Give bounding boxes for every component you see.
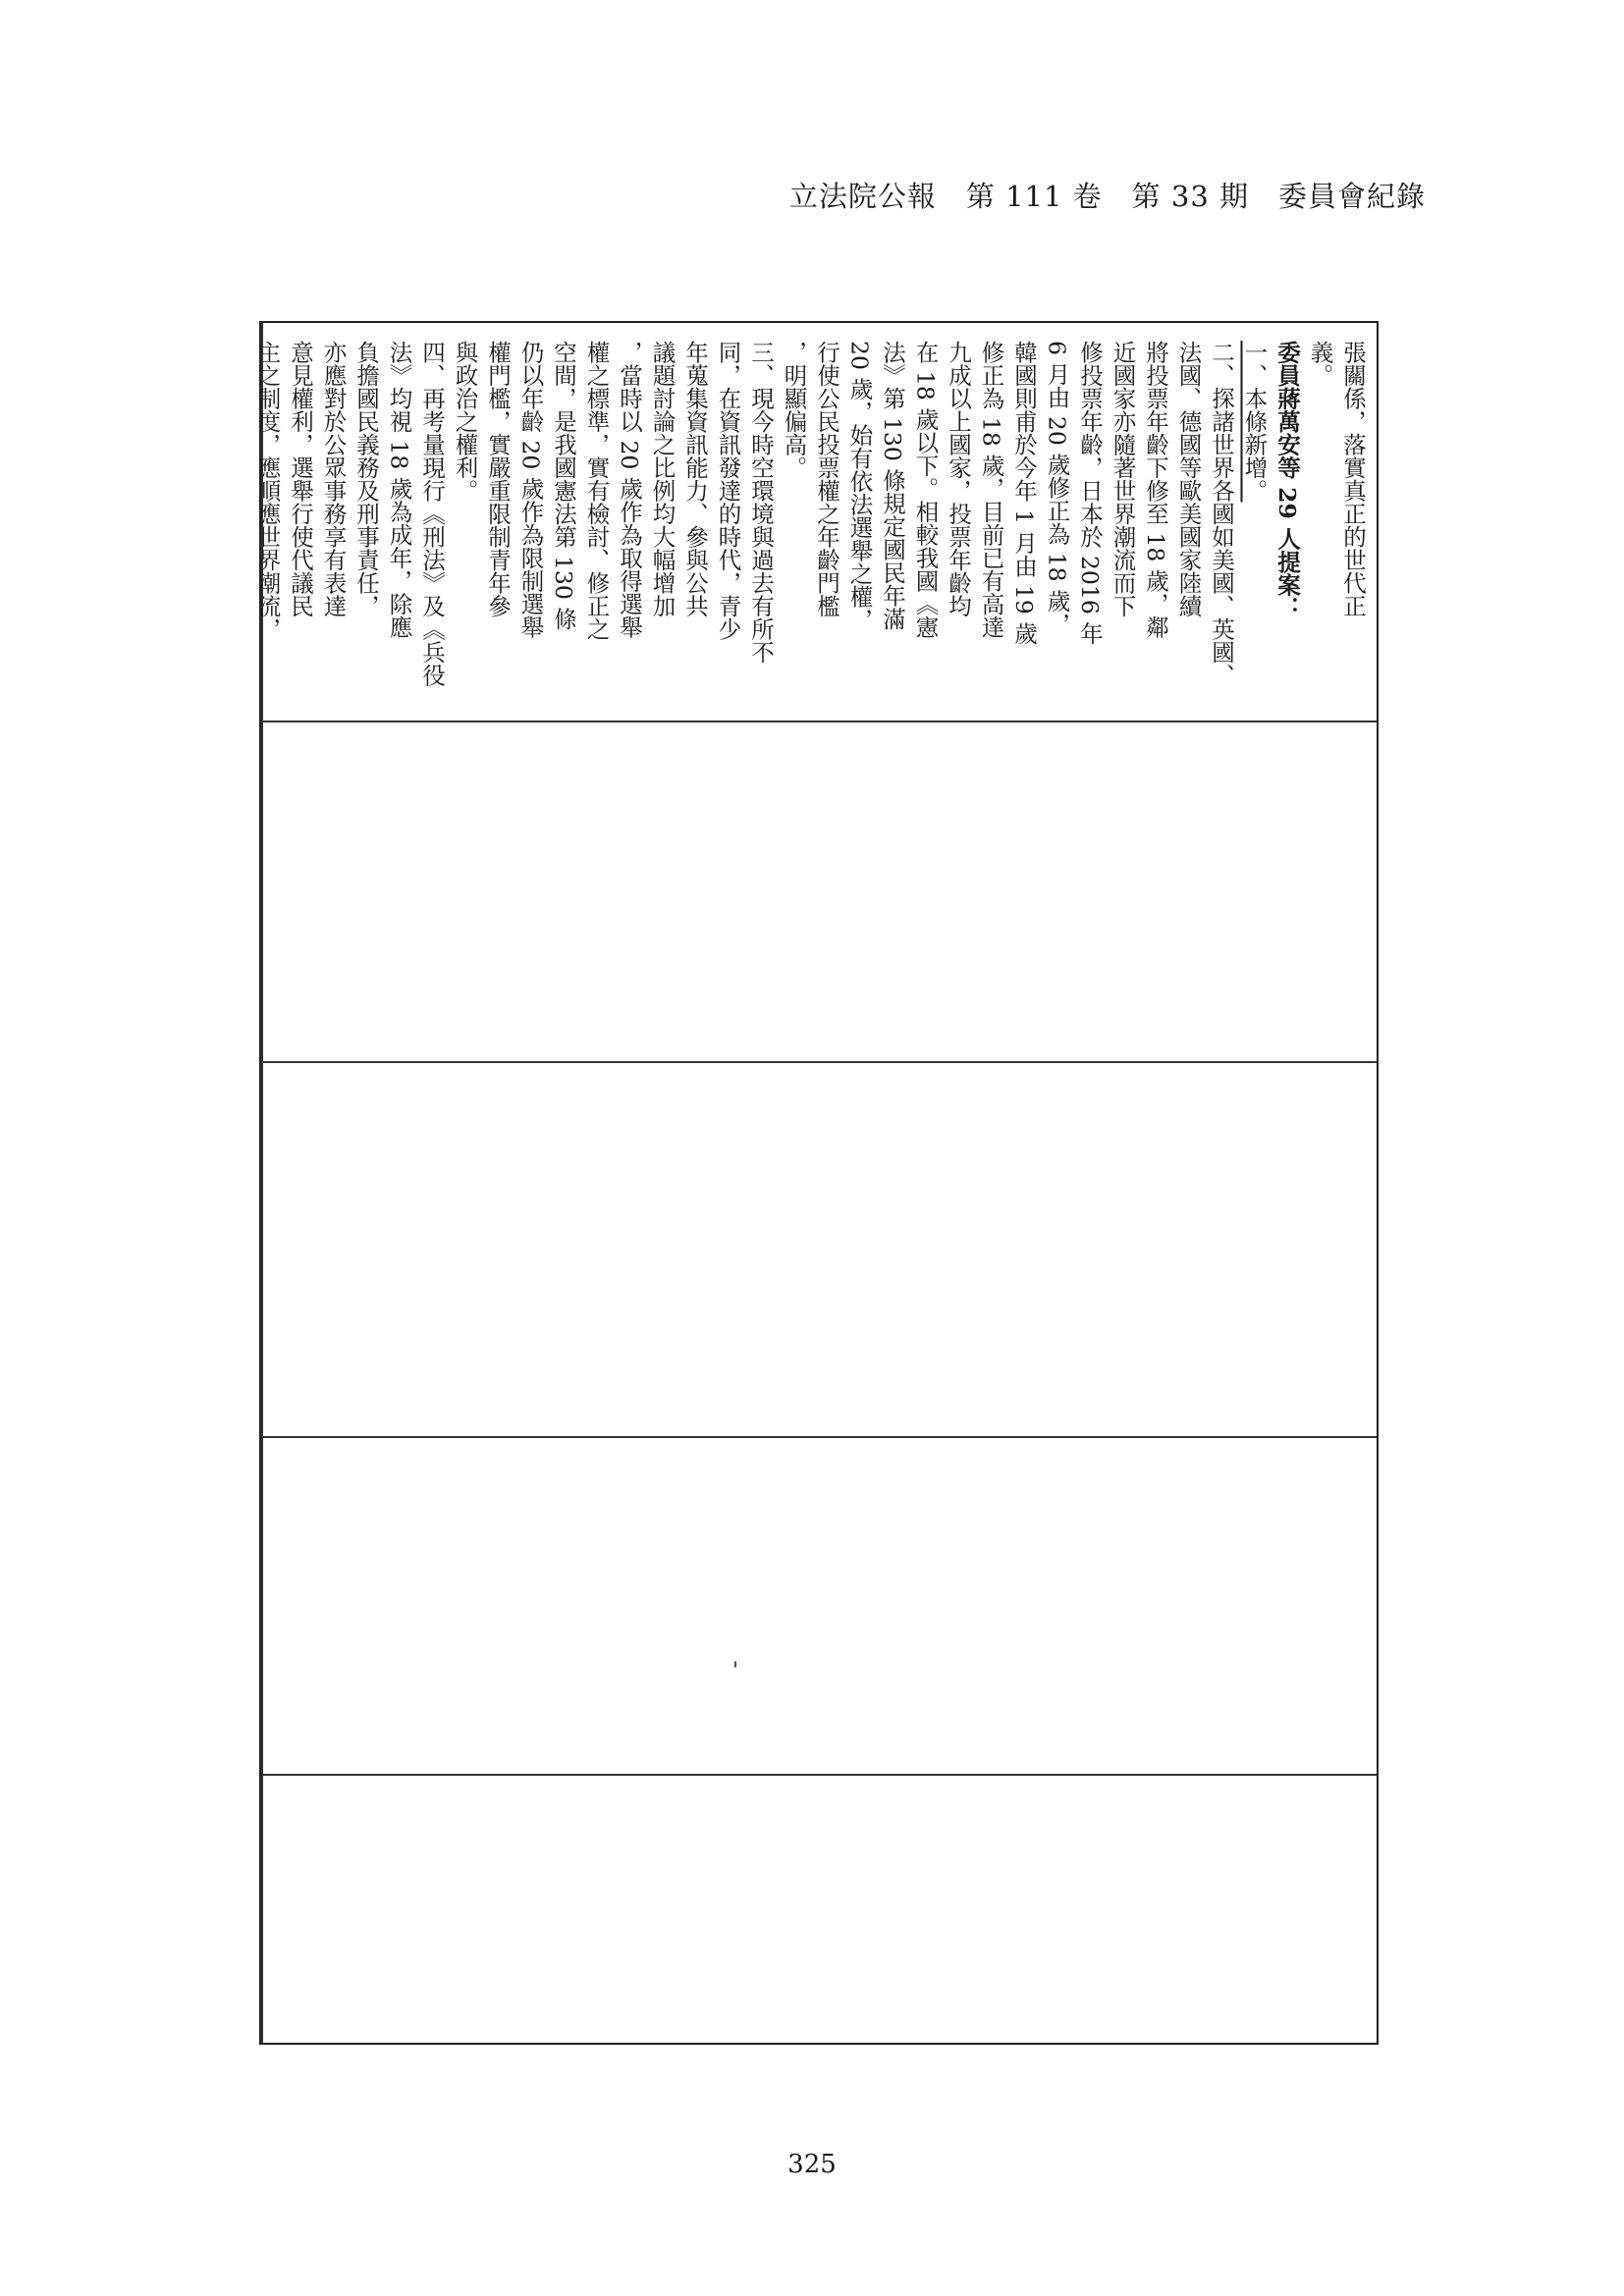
- stray-mark: ': [732, 1659, 739, 1683]
- text-line: 權之標準，實有檢討、修正之: [582, 341, 611, 641]
- proposal-table: [253, 321, 1379, 2045]
- row-divider: [261, 1436, 1377, 1438]
- text-line: 法國、德國等歐美國家陸續: [1174, 341, 1203, 617]
- text-line: 20 歲，始有依法選舉之權，: [845, 341, 874, 631]
- text-line: 修投票年齡，日本於 2016 年: [1076, 341, 1104, 645]
- text-line: ，明顯偏高。: [780, 341, 808, 479]
- text-line: 法》均視 18 歲為成年，除應: [385, 341, 413, 639]
- text-line: 權門檻，實嚴重限制青年參: [484, 341, 512, 617]
- page-number: 325: [787, 2150, 837, 2179]
- text-line: 九成以上國家，投票年齡均: [945, 341, 972, 617]
- row-divider: [261, 1061, 1377, 1063]
- text-line: 在 18 歲以下。相較我國《憲: [911, 341, 940, 639]
- text-line: 義。: [1306, 341, 1334, 387]
- text-line: 韓國則甫於今年 1 月由 19 歲: [1010, 341, 1038, 645]
- text-line: 年蒐集資訊能力、參與公共: [681, 341, 709, 617]
- text-line: 修正為 18 歲，目前已有高達: [977, 341, 1005, 639]
- proposal-explanation-text: [250, 341, 1369, 714]
- text-line: 張關係，落實真正的世代正: [1339, 341, 1367, 617]
- text-line: 意見權利，選舉行使代議民: [287, 341, 314, 617]
- text-line: 仍以年齡 20 歲作為限制選舉: [516, 341, 545, 639]
- text-line: 同，在資訊發達的時代，青少: [714, 341, 742, 641]
- running-header: 立法院公報 第 111 卷 第 33 期 委員會紀錄: [788, 180, 1426, 213]
- text-line: 近國家亦隨著世界潮流而下: [1109, 341, 1137, 617]
- text-line: 法》第 130 條規定國民年滿: [879, 341, 906, 630]
- text-line: 負擔國民義務及刑事責任，: [352, 341, 380, 617]
- text-line: 三、現今時空環境與過去有所不: [747, 341, 775, 664]
- text-line: 行使公民投票權之年齡門檻: [813, 341, 840, 617]
- proposal-heading: 委員蔣萬安等 29 人提案：: [1273, 341, 1301, 620]
- text-line: 四、再考量現行《刑法》及《兵役: [418, 341, 446, 687]
- text-line: 議題討論之比例均大幅增加: [648, 341, 677, 617]
- text-line: 空間，是我國憲法第 130 條: [550, 341, 577, 630]
- row-divider: [261, 1774, 1377, 1776]
- text-line: 6 月由 20 歲修正為 18 歲，: [1043, 341, 1071, 636]
- row-divider: [261, 721, 1377, 722]
- text-line: 一、本條新增。: [1240, 341, 1269, 503]
- text-line: ，當時以 20 歲作為取得選舉: [616, 341, 643, 639]
- text-line: 二、探諸世界各國如美國、英國、: [1208, 341, 1235, 687]
- text-line: 主之制度，應順應世界潮流，: [253, 341, 282, 641]
- text-line: 亦應對於公眾事務享有表達: [319, 341, 348, 617]
- text-line: 與政治之權利。: [451, 341, 479, 503]
- text-line: 將投票年齡下修至 18 歲，鄰: [1142, 341, 1169, 639]
